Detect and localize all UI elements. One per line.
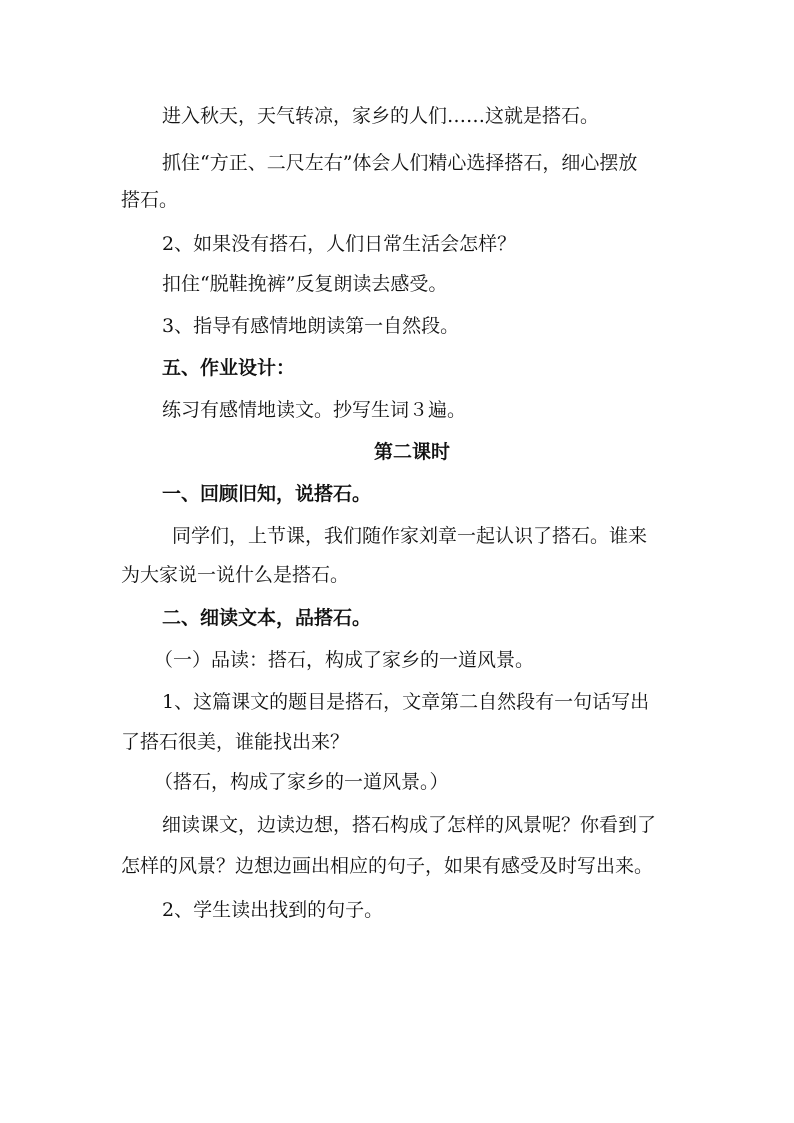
paragraph-line: （一）品读：搭石，构成了家乡的一道风景。 [154, 649, 535, 671]
section-heading: 一、回顾旧知，说搭石。 [162, 483, 372, 505]
paragraph-line: 2、学生读出找到的句子。 [162, 899, 384, 921]
paragraph-line: 了搭石很美，谁能找出来？ [121, 731, 350, 753]
lesson-title: 第二课时 [373, 441, 450, 463]
paragraph-line: 为大家说一说什么是搭石。 [121, 564, 350, 586]
paragraph-line: 细读课文，边读边想，搭石构成了怎样的风景呢？你看到了 [162, 814, 657, 836]
paragraph-line: 1、这篇课文的题目是搭石，文章第二自然段有一句话写出 [162, 691, 650, 713]
paragraph-line: （搭石，构成了家乡的一道风景。） [154, 771, 449, 793]
paragraph-line: 2、如果没有搭石，人们日常生活会怎样？ [162, 233, 517, 255]
section-heading: 五、作业设计： [162, 357, 296, 379]
paragraph-line: 3、指导有感情地朗读第一自然段。 [162, 315, 460, 337]
paragraph-line: 进入秋天，天气转凉，家乡的人们……这就是搭石。 [162, 105, 600, 127]
paragraph-line: 同学们，上节课，我们随作家刘章一起认识了搭石。谁来 [172, 525, 648, 547]
paragraph-line: 搭石。 [121, 189, 179, 211]
paragraph-line: 抓住“方正、二尺左右”体会人们精心选择搭石，细心摆放 [162, 152, 638, 174]
paragraph-line: 扣住“脱鞋挽裤”反复朗读去感受。 [162, 273, 448, 295]
paragraph-line: 练习有感情地读文。抄写生词３遍。 [162, 399, 467, 421]
paragraph-line: 怎样的风景？边想边画出相应的句子，如果有感受及时写出来。 [121, 855, 654, 877]
section-heading: 二、细读文本，品搭石。 [162, 607, 372, 629]
